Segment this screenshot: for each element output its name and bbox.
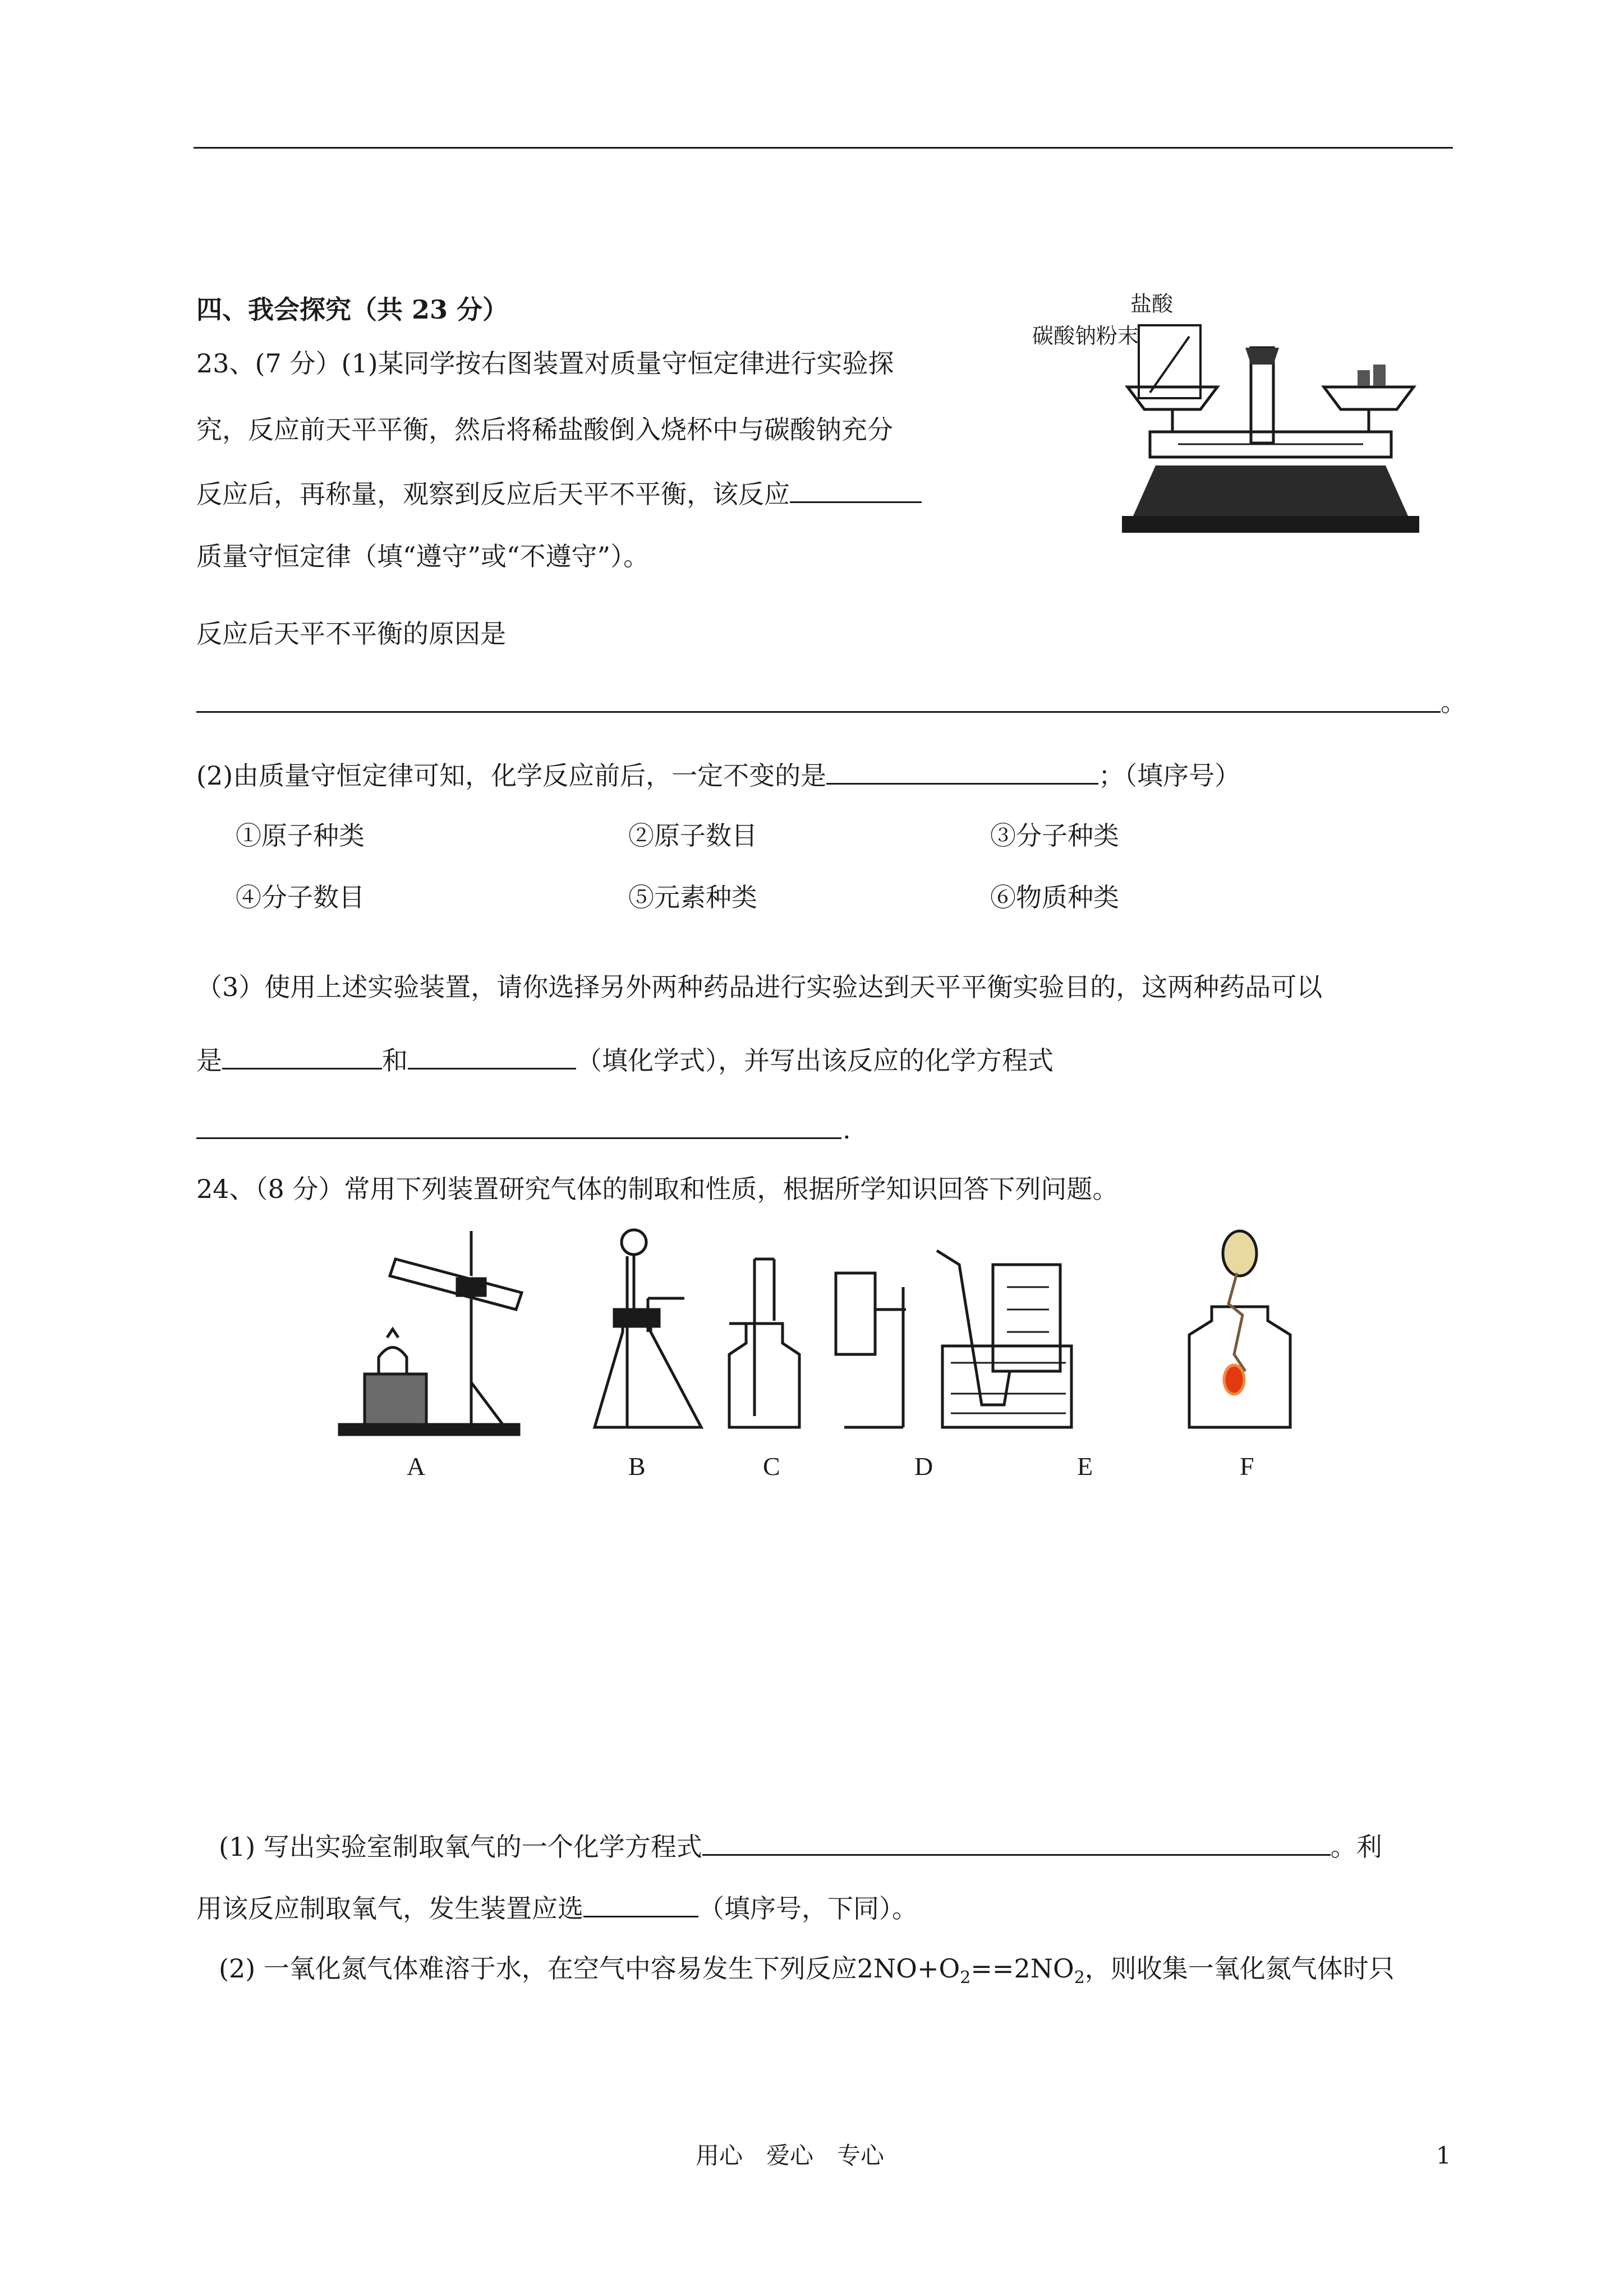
label-f: F	[1240, 1452, 1254, 1481]
figure-label-powder: 碳酸钠粉末	[1032, 324, 1139, 348]
answer-blank-comply[interactable]	[790, 477, 922, 503]
q24-part1-line2	[196, 1891, 918, 1925]
option-5: ⑤元素种类	[628, 882, 757, 912]
q24-part2-line1	[219, 1952, 1395, 1995]
label-e: E	[1077, 1452, 1093, 1481]
label-a: A	[407, 1452, 426, 1481]
answer-blank-reason[interactable]	[196, 711, 1441, 713]
apparatus-d	[836, 1273, 906, 1427]
q24-part1-line1	[219, 1829, 1382, 1864]
q23-part3-and: 和	[382, 1045, 408, 1076]
q23-part3-line1: （3）使用上述实验装置，请你选择另外两种药品进行实验达到天平平衡实验目的，这两种药品可以	[196, 972, 1323, 1002]
answer-blank-reagent1[interactable]	[222, 1043, 382, 1069]
option-1: ①原子种类	[236, 820, 365, 851]
q23-line3-text: 反应后，再称量，观察到反应后天平不平衡，该反应	[196, 479, 790, 509]
section-title: 四、我会探究（共 23 分）	[196, 294, 509, 325]
answer-blank-oxygen-equation[interactable]	[702, 1829, 1331, 1856]
q24-part2-sub1: 2	[960, 1968, 971, 1988]
q24-part1-line2-b: （填序号，下同）。	[698, 1893, 918, 1924]
header-rule	[194, 147, 1453, 149]
answer-blank-invariants[interactable]	[826, 758, 1098, 785]
q24-part2-text-b: ==2NO	[970, 1953, 1074, 1984]
option-2: ②原子数目	[628, 820, 757, 851]
option-3: ③分子种类	[990, 820, 1119, 851]
balance-figure	[1032, 292, 1425, 561]
apparatus-f	[1189, 1231, 1290, 1427]
label-c: C	[763, 1452, 780, 1481]
label-b: B	[628, 1452, 646, 1481]
apparatus-b	[595, 1230, 701, 1427]
q23-part3-hint: （填化学式），并写出该反应的化学方程式	[576, 1045, 1053, 1076]
apparatus-figure	[337, 1225, 1324, 1481]
answer-blank-equation[interactable]	[196, 1137, 841, 1139]
apparatus-c	[729, 1259, 799, 1427]
q24-intro: 24、（8 分）常用下列装置研究气体的制取和性质，根据所学知识回答下列问题。	[196, 1174, 1119, 1204]
q24-part2-text-c: ，则收集一氧化氮气体时只	[1084, 1953, 1395, 1984]
q24-part2-text-a: (2) 一氧化氮气体难溶于水，在空气中容易发生下列反应2NO+O	[219, 1953, 960, 1984]
option-4: ④分子数目	[236, 882, 365, 912]
answer-blank-generator[interactable]	[583, 1891, 698, 1917]
q23-line1: 23、(7 分）(1)某同学按右图装置对质量守恒定律进行实验探	[196, 348, 894, 379]
q23-line4: 质量守恒定律（填“遵守”或“不遵守”）。	[196, 541, 650, 571]
q23-reason-end: 。	[1441, 687, 1466, 717]
q23-part2-hint: ；（填序号）	[1098, 760, 1241, 791]
q23-part2-text: (2)由质量守恒定律可知，化学反应前后，一定不变的是	[196, 760, 827, 791]
option-6: ⑥物质种类	[990, 882, 1119, 912]
apparatus-e	[937, 1251, 1071, 1427]
q24-part1-text: (1) 写出实验室制取氧气的一个化学方程式	[219, 1832, 702, 1862]
answer-blank-reagent2[interactable]	[408, 1043, 576, 1069]
q23-reason: 反应后天平不平衡的原因是	[196, 619, 506, 649]
q23-line2: 究，反应前天平平衡，然后将稀盐酸倒入烧杯中与碳酸钠充分	[196, 414, 893, 445]
apparatus-a	[339, 1231, 525, 1435]
page-number: 1	[1436, 2142, 1451, 2169]
footer-motto: 用心 爱心 专心	[696, 2142, 885, 2169]
q23-part3-is: 是	[196, 1045, 222, 1076]
label-d: D	[914, 1452, 933, 1481]
q24-part1-line2-a: 用该反应制取氧气，发生装置应选	[196, 1893, 583, 1924]
q23-part2	[196, 758, 1240, 792]
q24-part1-end: 。利	[1330, 1832, 1382, 1862]
q23-part3-end: .	[843, 1114, 851, 1145]
q23-line3	[196, 477, 922, 511]
figure-label-acid: 盐酸	[1130, 292, 1174, 316]
q24-part2-sub2: 2	[1074, 1968, 1085, 1988]
q23-part3-line2	[196, 1043, 1053, 1077]
